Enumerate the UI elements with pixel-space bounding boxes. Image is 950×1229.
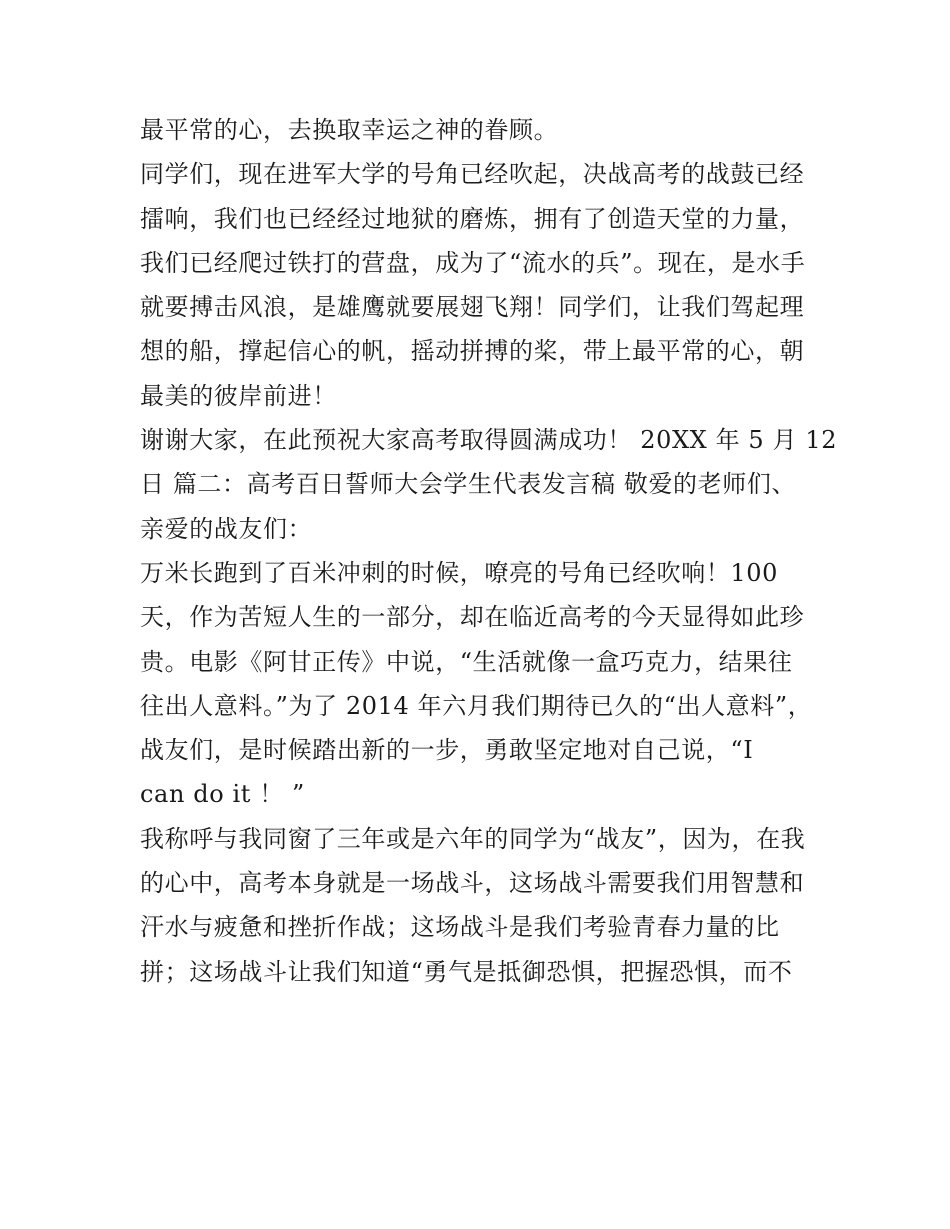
text-line: 我们已经爬过铁打的营盘，成为了“流水的兵”。现在，是水手 bbox=[140, 248, 806, 277]
text-line: 亲爱的战友们： bbox=[140, 514, 313, 543]
text-line: 擂响，我们也已经经过地狱的磨炼，拥有了创造天堂的力量， bbox=[140, 204, 805, 233]
text-line: 汗水与疲惫和挫折作战；这场战斗是我们考验青春力量的比 bbox=[140, 913, 780, 942]
text-line: 同学们，现在进军大学的号角已经吹起，决战高考的战鼓已经 bbox=[140, 160, 805, 189]
text-line: 想的船，撑起信心的帆，摇动拼搏的桨，带上最平常的心，朝 bbox=[140, 337, 805, 366]
text-line: 就要搏击风浪，是雄鹰就要展翅飞翔！同学们，让我们驾起理 bbox=[140, 293, 805, 322]
text-line: 日 篇二：高考百日誓师大会学生代表发言稿 敬爱的老师们、 bbox=[140, 470, 797, 499]
text-line: 最平常的心，去换取幸运之神的眷顾。 bbox=[140, 116, 559, 144]
text-line: 最美的彼岸前进！ bbox=[140, 381, 337, 410]
body-text bbox=[140, 108, 838, 994]
text-line: 我称呼与我同窗了三年或是六年的同学为“战友”，因为，在我 bbox=[140, 824, 806, 853]
text-line: 天，作为苦短人生的一部分，却在临近高考的今天显得如此珍 bbox=[140, 603, 805, 632]
text-line: 的心中，高考本身就是一场战斗，这场战斗需要我们用智慧和 bbox=[140, 869, 805, 898]
text-line: 拼；这场战斗让我们知道“勇气是抵御恐惧，把握恐惧，而不 bbox=[140, 957, 793, 986]
text-line: 万米长跑到了百米冲刺的时候，嘹亮的号角已经吹响！100 bbox=[140, 558, 779, 587]
text-line: 谢谢大家，在此预祝大家高考取得圆满成功！ 20XX 年 5 月 12 bbox=[140, 426, 838, 455]
text-line: 战友们，是时候踏出新的一步，勇敢坚定地对自己说，“I bbox=[140, 736, 754, 765]
text-line: 贵。电影《阿甘正传》中说，“生活就像一盒巧克力，结果往 bbox=[140, 647, 793, 676]
text-line: 往出人意料。”为了 2014 年六月我们期待已久的“出人意料”， bbox=[140, 691, 813, 720]
text-line: can do it ！ ” bbox=[140, 780, 305, 809]
